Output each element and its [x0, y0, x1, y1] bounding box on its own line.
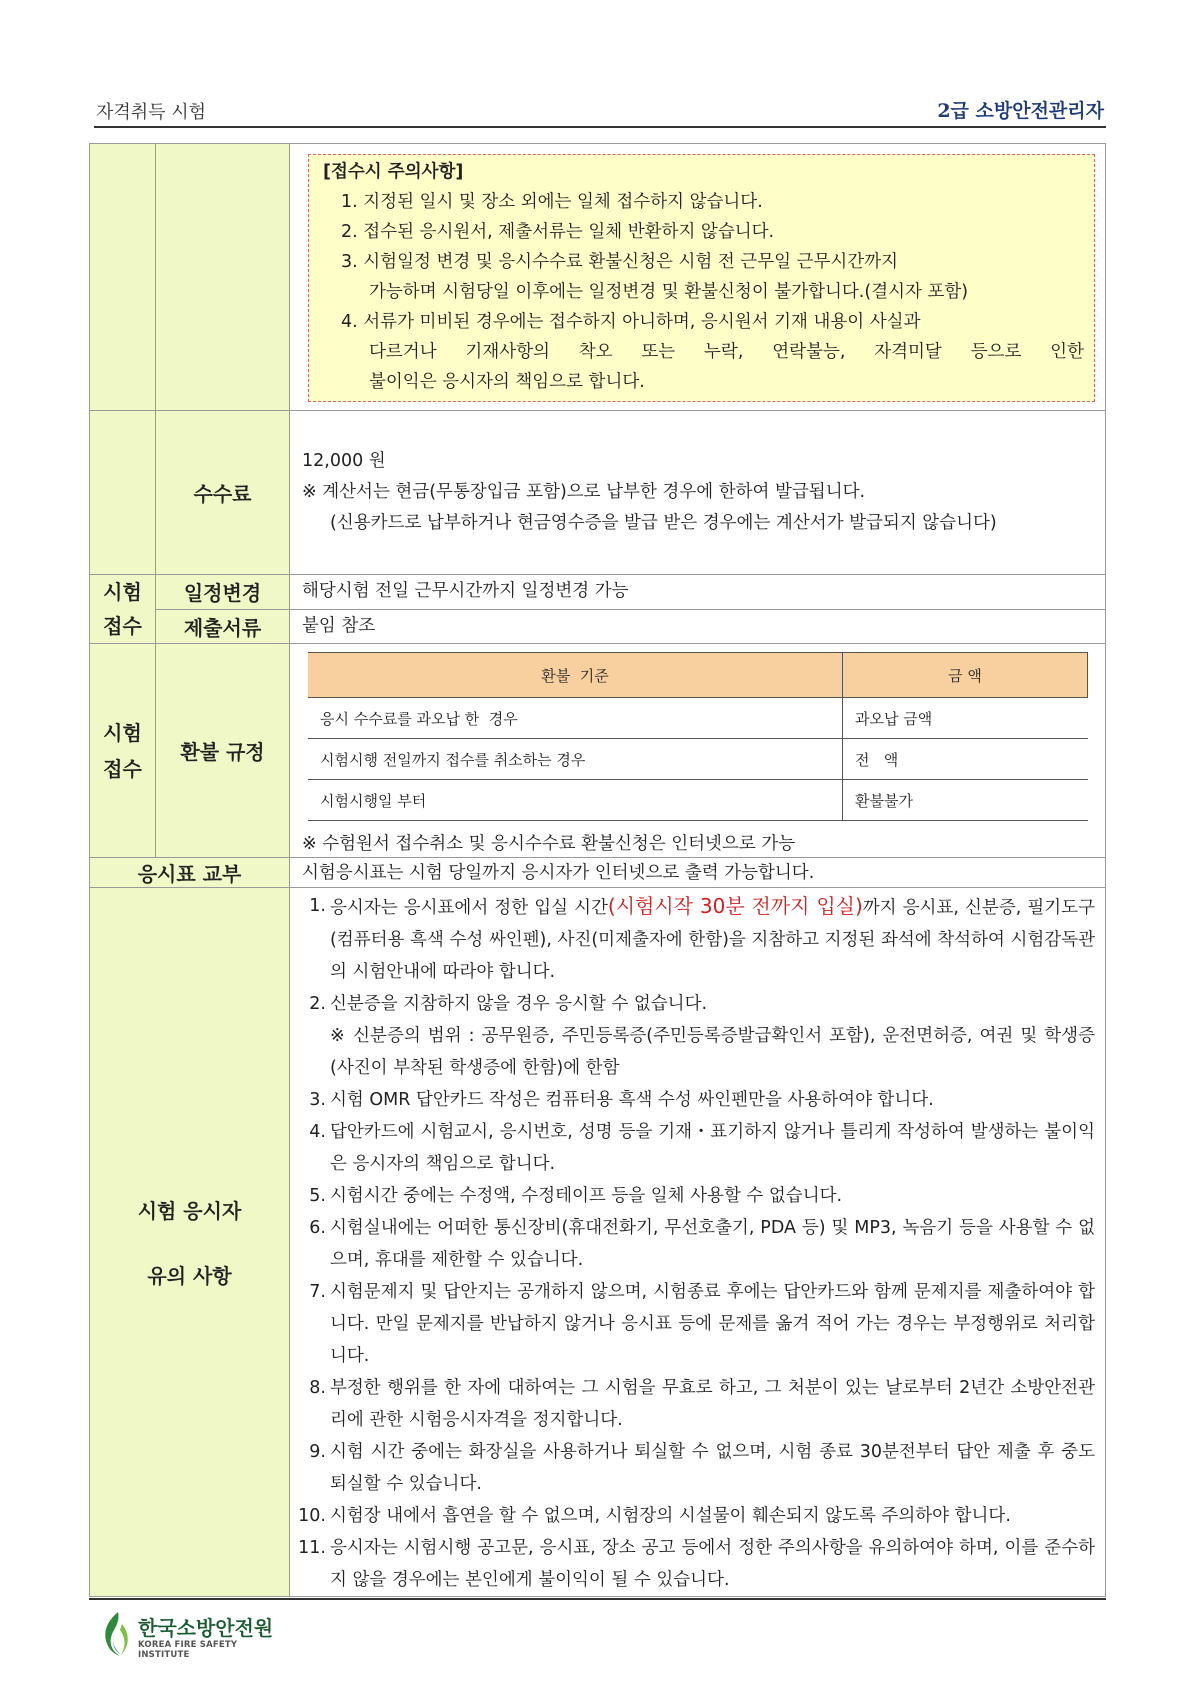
- caution-text: 시험장 내에서 흡연을 할 수 없으며, 시험장의 시설물이 훼손되지 않도록 주의하야 합니다.: [330, 1506, 1011, 1526]
- header-section-title: 자격취득 시험: [96, 102, 207, 123]
- refund-group-label: 시험 접수: [90, 644, 156, 858]
- refund-header-amount: 금 액: [843, 653, 1088, 698]
- blank-label-cell: [156, 144, 290, 411]
- caution-highlight: (시험시작 30분 전까지 입실): [607, 894, 863, 918]
- caution-text: 응시자는 응시표에서 정한 입실 시간: [330, 898, 608, 918]
- notice-item: 1. 지정된 일시 및 장소 외에는 일체 접수하지 않습니다.: [341, 192, 763, 212]
- list-number: 9.: [309, 1442, 326, 1462]
- caution-text: 까지 응시표, 신분증, 필기도구(컴퓨터용 흑색 수성 싸인펜), 사진(미제출자에 한함)을 지참하고 지정된 좌석에 착석하여 시험감독관의 시험안내에 따라야 합니다.: [330, 898, 1095, 982]
- caution-text: 시험시간 중에는 수정액, 수정테이프 등을 일체 사용할 수 없습니다.: [330, 1186, 843, 1206]
- list-number: 4.: [309, 1122, 326, 1142]
- table-row: [308, 780, 1088, 821]
- notice-item: 가능하며 시험당일 이후에는 일정변경 및 환불신청이 불가합니다.(결시자 포함): [369, 282, 969, 302]
- caution-text: 시험문제지 및 답안지는 공개하지 않으며, 시험종료 후에는 답안카드와 함께 문제지를 제출하여야 합니다. 만일 문제지를 반납하지 않거나 응시표 등에 문제를 옮겨 적어 가는 경우는 부정행위로 처리합니다.: [330, 1282, 1095, 1366]
- list-item: [294, 988, 1095, 1084]
- fee-note: ※ 계산서는 현금(무통장입금 포함)으로 납부한 경우에 한하여 발급됩니다.: [302, 482, 866, 502]
- schedule-change-label: 일정변경: [156, 575, 290, 610]
- schedule-change-text: 해당시험 전일 근무시간까지 일정변경 가능: [290, 575, 1106, 610]
- documents-text: 붙임 참조: [290, 609, 1106, 644]
- ticket-label: 응시표 교부: [90, 858, 290, 888]
- fee-amount: 12,000 원: [302, 451, 386, 471]
- list-item: [294, 1276, 1095, 1372]
- list-number: 8.: [309, 1378, 326, 1398]
- caution-text: 응시자는 시험시행 공고문, 응시표, 장소 공고 등에서 정한 주의사항을 유의하여야 하며, 이를 준수하지 않을 경우에는 본인에게 불이익이 될 수 있습니다.: [330, 1538, 1095, 1590]
- list-item: [294, 1372, 1095, 1436]
- list-number: 6.: [309, 1218, 326, 1238]
- caution-text: 시험 시간 중에는 화장실을 사용하거나 퇴실할 수 없으며, 시험 종료 30분전부터 답안 제출 후 중도 퇴실할 수 있습니다.: [330, 1442, 1095, 1494]
- list-item: [294, 1212, 1095, 1276]
- page-header: [94, 92, 1106, 128]
- list-number: 5.: [309, 1186, 326, 1206]
- logo-name: 한국소방안전원: [138, 1616, 274, 1640]
- refund-amount: 전 액: [843, 739, 1088, 780]
- list-number: 1.: [309, 896, 326, 916]
- cautions-label-line2: 유의 사항: [147, 1264, 232, 1288]
- refund-content: [290, 644, 1106, 858]
- list-number: 11.: [298, 1538, 326, 1558]
- notice-item: 2. 접수된 응시원서, 제출서류는 일체 반환하지 않습니다.: [341, 222, 775, 242]
- refund-header-criteria: 환불 기준: [308, 653, 843, 698]
- institute-logo: [100, 1610, 280, 1662]
- exam-reception-group-label: 시험 접수: [90, 575, 156, 644]
- header-course-title: 2급 소방안전관리자: [937, 100, 1104, 122]
- blank-label-cell: [90, 411, 156, 575]
- flame-logo-icon: [100, 1610, 132, 1658]
- list-number: 10.: [298, 1506, 326, 1526]
- footer-divider: [89, 1598, 1106, 1600]
- refund-criteria: 응시 수수료를 과오납 한 경우: [308, 698, 843, 739]
- list-number: 7.: [309, 1282, 326, 1302]
- list-number: 2.: [309, 994, 326, 1014]
- notice-item: 불이익은 응시자의 책임으로 합니다.: [369, 372, 645, 392]
- fee-label: 수수료: [156, 411, 290, 575]
- caution-text: 시험 OMR 답안카드 작성은 컴퓨터용 흑색 수성 싸인펜만을 사용하여야 합니다.: [330, 1090, 934, 1110]
- notice-item: 3. 시험일정 변경 및 응시수수료 환불신청은 시험 전 근무일 근무시간까지: [341, 252, 899, 272]
- list-item: [294, 1532, 1095, 1596]
- refund-amount: 환불불가: [843, 780, 1088, 821]
- refund-criteria: 시험시행일 부터: [308, 780, 843, 821]
- caution-text: 답안카드에 시험교시, 응시번호, 성명 등을 기재・표기하지 않거나 틀리게 작성하여 발생하는 불이익은 응시자의 책임으로 합니다.: [330, 1122, 1095, 1174]
- table-row: [308, 739, 1088, 780]
- reception-notice-box: [308, 154, 1095, 402]
- ticket-text: 시험응시표는 시험 당일까지 응시자가 인터넷으로 출력 가능합니다.: [290, 858, 1106, 888]
- list-item: [294, 890, 1095, 988]
- refund-note: ※ 수험원서 접수취소 및 응시수수료 환불신청은 인터넷으로 가능: [302, 834, 796, 854]
- list-item: [294, 1500, 1095, 1532]
- list-item: [294, 1116, 1095, 1180]
- notice-item: 다르거나 기재사항의 착오 또는 누락, 연락불능, 자격미달 등으로 인한: [369, 342, 1084, 362]
- caution-text: 부정한 행위를 한 자에 대하여는 그 시험을 무효로 하고, 그 처분이 있는 날로부터 2년간 소방안전관리에 관한 시험응시자격을 정지합니다.: [330, 1378, 1095, 1430]
- cautions-label-line1: 시험 응시자: [137, 1199, 242, 1223]
- fee-content: [290, 411, 1106, 575]
- logo-name-en: KOREA FIRE SAFETY INSTITUTE: [138, 1640, 238, 1660]
- table-row: [308, 698, 1088, 739]
- exam-info-table: [89, 143, 1106, 1597]
- refund-table: [308, 652, 1088, 821]
- caution-subnote: ※ 신분증의 범위 : 공무원증, 주민등록증(주민등록증발급확인서 포함), 운전면허증, 여권 및 학생증(사진이 부착된 학생증에 한함)에 한함: [330, 1026, 1095, 1078]
- list-item: [294, 1084, 1095, 1116]
- notice-title: [접수시 주의사항]: [323, 162, 464, 182]
- documents-label: 제출서류: [156, 609, 290, 644]
- list-number: 3.: [309, 1090, 326, 1110]
- notice-item: 4. 서류가 미비된 경우에는 접수하지 아니하며, 응시원서 기재 내용이 사실과: [341, 312, 921, 332]
- refund-criteria: 시험시행 전일까지 접수를 취소하는 경우: [308, 739, 843, 780]
- blank-label-cell: [90, 144, 156, 411]
- refund-amount: 과오납 금액: [843, 698, 1088, 739]
- cautions-label: [90, 888, 290, 1597]
- list-item: [294, 1436, 1095, 1500]
- caution-text: 시험실내에는 어떠한 통신장비(휴대전화기, 무선호출기, PDA 등) 및 MP3, 녹음기 등을 사용할 수 없으며, 휴대를 제한할 수 있습니다.: [330, 1218, 1095, 1270]
- caution-text: 신분증을 지참하지 않을 경우 응시할 수 없습니다.: [330, 994, 708, 1014]
- list-item: [294, 1180, 1095, 1212]
- cautions-list: [294, 890, 1095, 1596]
- notice-cell: [290, 144, 1106, 411]
- refund-policy-label: 환불 규정: [156, 644, 290, 858]
- cautions-content: [290, 888, 1106, 1597]
- fee-note-sub: (신용카드로 납부하거나 현금영수증을 발급 받은 경우에는 계산서가 발급되지 않습니다): [330, 513, 997, 533]
